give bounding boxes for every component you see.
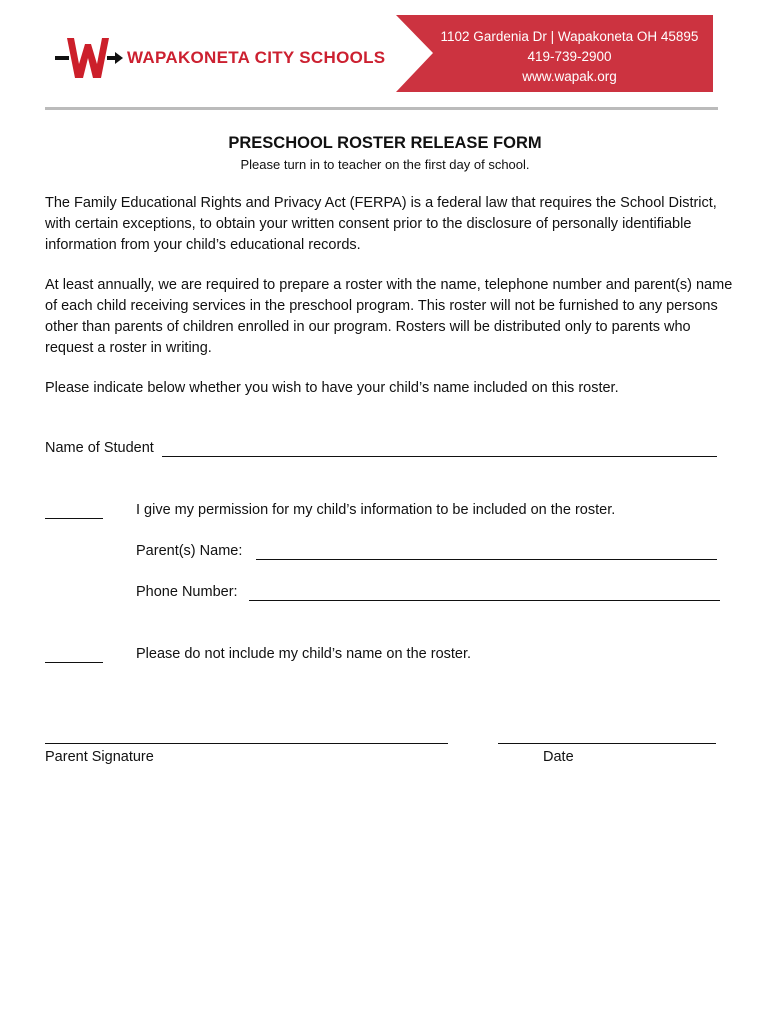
permission-check-field[interactable] — [45, 518, 103, 519]
signature-field[interactable] — [45, 743, 448, 744]
student-name-label: Name of Student — [45, 440, 154, 456]
header-divider — [45, 107, 718, 110]
date-label: Date — [543, 749, 574, 765]
signature-label: Parent Signature — [45, 749, 154, 765]
phone-number-label: Phone Number: — [136, 584, 238, 600]
phone-number-field[interactable] — [249, 600, 720, 601]
w-arrow-logo-icon — [55, 36, 125, 80]
contact-info — [396, 27, 713, 87]
roster-paragraph: At least annually, we are required to prepare a roster with the name, telephone number and parent(s) name of each child receiving services in the preschool program. This roster will not be furnished to any persons other than parents of children enrolled in our program. Rosters will be distributed only to parents who request a roster in writing. — [45, 277, 733, 356]
parents-name-label: Parent(s) Name: — [136, 543, 243, 559]
student-name-field[interactable] — [162, 456, 717, 457]
website-link[interactable]: www.wapak.org — [522, 69, 617, 84]
permission-text: I give my permission for my child’s information to be included on the roster. — [136, 502, 616, 518]
address: 1102 Gardenia Dr | Wapakoneta OH 45895 — [440, 29, 699, 44]
decline-text: Please do not include my child’s name on the roster. — [136, 646, 472, 662]
instruction-paragraph: Please indicate below whether you wish to have your child’s name included on this roster. — [45, 380, 619, 396]
form-subtitle: Please turn in to teacher on the first day of school. — [240, 157, 530, 172]
logo-text: WAPAKONETA CITY SCHOOLS — [127, 48, 386, 67]
parents-name-field[interactable] — [256, 559, 717, 560]
school-logo — [55, 36, 385, 80]
date-field[interactable] — [498, 743, 716, 744]
ferpa-paragraph: The Family Educational Rights and Privacy Act (FERPA) is a federal law that requires the School District, with certain exceptions, to obtain your written consent prior to the disclosure of personally identifiable information from your child’s educational records. — [45, 195, 717, 253]
form-title: PRESCHOOL ROSTER RELEASE FORM — [228, 134, 542, 152]
phone: 419-739-2900 — [527, 49, 612, 64]
decline-check-field[interactable] — [45, 662, 103, 663]
